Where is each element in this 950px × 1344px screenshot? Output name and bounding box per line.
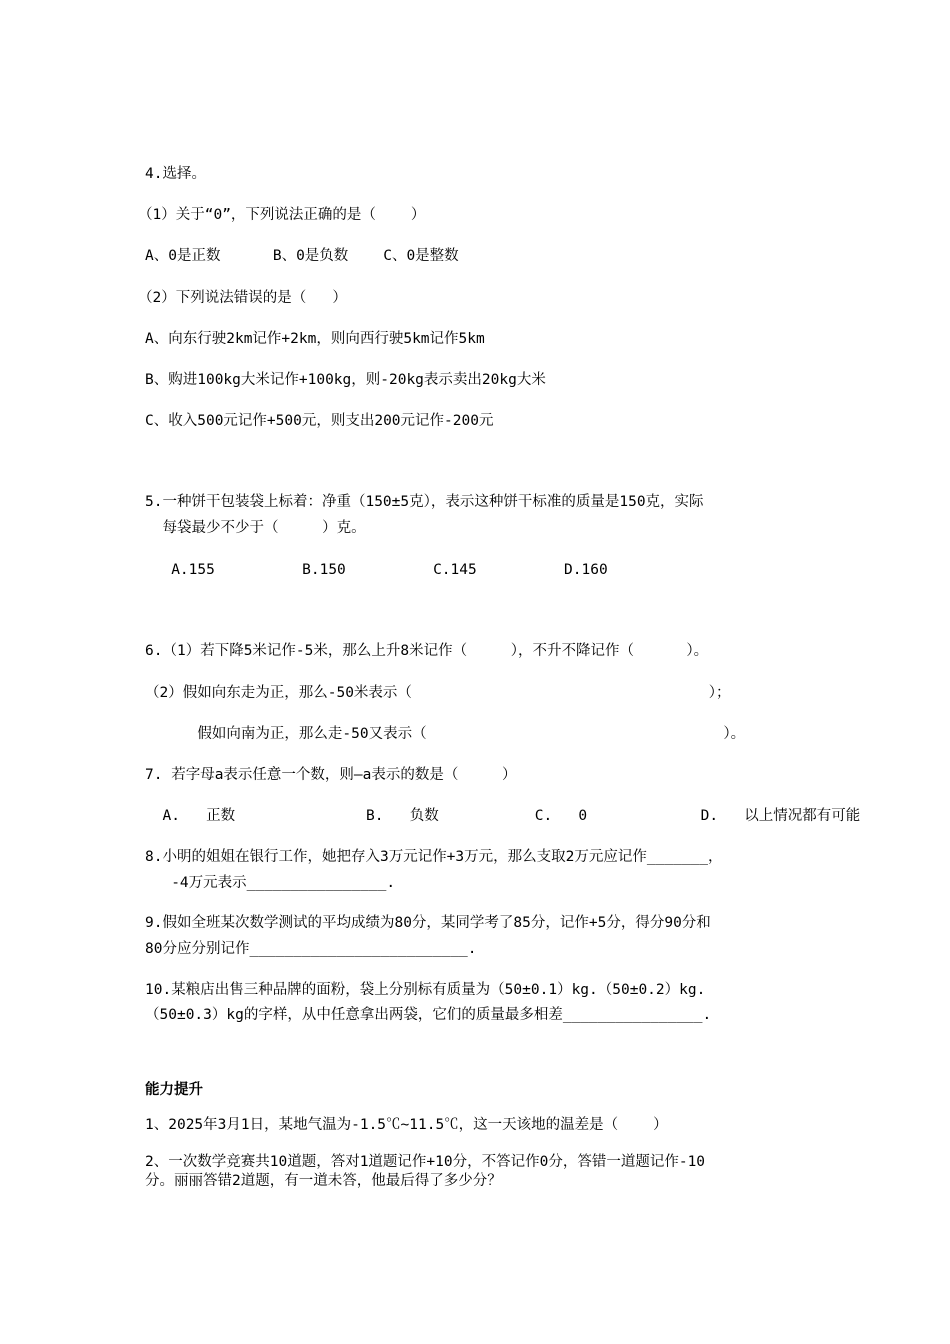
q8-line2: -4万元表示________________. <box>145 875 396 891</box>
q7-question: 7. 若字母a表示任意一个数，则—a表示的数是（ ） <box>145 767 517 783</box>
q4-part2-option-b: B、购进100kg大米记作+100kg，则-20kg表示卖出20kg大米 <box>145 372 546 388</box>
q4-part2-option-a: A、向东行驶2km记作+2km，则向西行驶5km记作5km <box>145 331 485 347</box>
q5-line1: 5.一种饼干包装袋上标着：净重（150±5克），表示这种饼干标准的质量是150克，实际 <box>145 494 704 510</box>
q4-part2-question: （2）下列说法错误的是（ ） <box>138 290 347 306</box>
q10-line1: 10.某粮店出售三种品牌的面粉，袋上分别标有质量为（50±0.1）kg.（50±0.2）kg. <box>145 982 706 998</box>
ability-heading: 能力提升 <box>145 1082 203 1098</box>
q5-line2: 每袋最少不少于（ ）克。 <box>145 520 366 536</box>
q4-part1-options: A、0是正数 B、0是负数 C、0是整数 <box>145 248 459 264</box>
q4-part1-question: （1）关于“0”，下列说法正确的是（ ） <box>138 207 426 223</box>
q6-line2: （2）假如向东走为正，那么-50米表示（ ）； <box>145 685 731 701</box>
q5-options: A.155 B.150 C.145 D.160 <box>145 562 608 578</box>
q6-line3: 假如向南为正，那么走-50又表示（ ）。 <box>145 726 746 742</box>
q9-line2: 80分应分别记作_________________________. <box>145 941 477 957</box>
q6-line1: 6.（1）若下降5米记作-5米，那么上升8米记作（ ），不升不降记作（ ）。 <box>145 643 709 659</box>
q4-part2-option-c: C、收入500元记作+500元，则支出200元记作-200元 <box>145 413 494 429</box>
ability-q2-line1: 2、一次数学竞赛共10道题，答对1道题记作+10分，不答记作0分，答错一道题记作-10 <box>145 1154 706 1170</box>
q10-line2: （50±0.3）kg的字样，从中任意拿出两袋，它们的质量最多相差________________. <box>145 1007 712 1023</box>
q8-line1: 8.小明的姐姐在银行工作，她把存入3万元记作+3万元，那么支取2万元应记作_______， <box>145 849 723 865</box>
ability-q1: 1、2025年3月1日，某地气温为-1.5℃~11.5℃，这一天该地的温差是（ ） <box>145 1117 668 1133</box>
ability-q2-line2: 分。丽丽答错2道题，有一道未答，他最后得了多少分？ <box>145 1173 502 1189</box>
q9-line1: 9.假如全班某次数学测试的平均成绩为80分，某同学考了85分，记作+5分，得分90分和 <box>145 915 711 931</box>
q4-title: 4.选择。 <box>145 166 206 182</box>
q7-options: A. 正数 B. 负数 C. 0 D. 以上情况都有可能 <box>145 808 861 824</box>
